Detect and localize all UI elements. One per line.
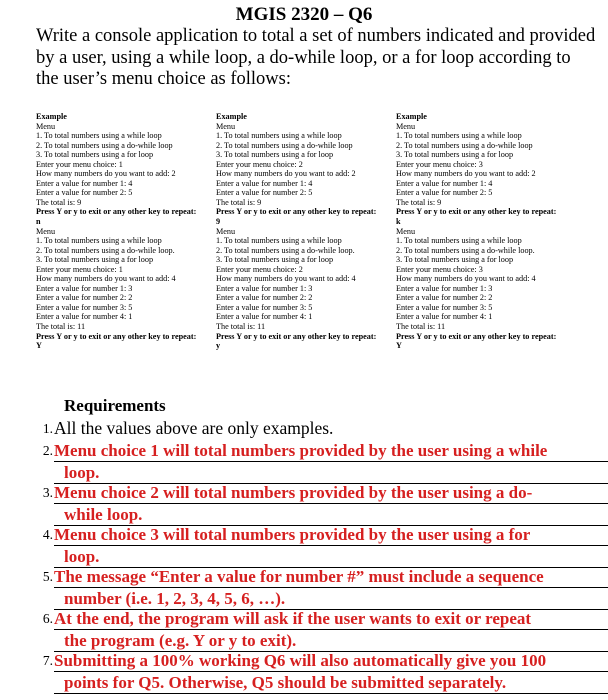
example-line: Enter a value for number 1: 4 — [396, 178, 493, 188]
example-line: 2. To total numbers using a do-while loop. — [216, 245, 355, 255]
example-line: Y — [396, 341, 402, 351]
example-line: 2. To total numbers using a do-while loop. — [396, 245, 535, 255]
example-line: Enter a value for number 2: 2 — [396, 293, 493, 303]
requirement-text-line-2: while loop. — [54, 504, 608, 526]
requirement-number: 7. — [42, 653, 53, 668]
example-line: Enter a value for number 2: 5 — [396, 188, 493, 198]
example-line: Y — [36, 341, 42, 351]
example-line: Enter a value for number 2: 2 — [216, 293, 313, 303]
requirement-text-line-2: loop. — [54, 546, 608, 568]
requirement-text-line-1: Submitting a 100% working Q6 will also automatically give you 100 — [54, 650, 608, 672]
example-line: The total is: 9 — [396, 197, 442, 207]
example-line: Enter a value for number 1: 4 — [216, 178, 313, 188]
example-line: How many numbers do you want to add: 2 — [36, 169, 176, 179]
example-line: 1. To total numbers using a while loop — [36, 131, 162, 141]
example-line: Example — [36, 112, 67, 121]
example-line: Enter a value for number 1: 4 — [36, 178, 133, 188]
example-line: 2. To total numbers using a do-while loop — [216, 140, 353, 150]
example-line: Enter a value for number 2: 5 — [36, 188, 133, 198]
example-line: Enter a value for number 4: 1 — [396, 312, 493, 322]
example-line: 3. To total numbers using a for loop — [396, 255, 514, 265]
requirement-item — [34, 418, 608, 439]
example-line: Enter a value for number 4: 1 — [216, 312, 313, 322]
example-line: 3. To total numbers using a for loop — [216, 255, 334, 265]
requirement-number: 5. — [42, 569, 53, 584]
requirement-number: 6. — [42, 611, 53, 626]
example-line: The total is: 11 — [36, 322, 86, 332]
requirement-text-line-1: At the end, the program will ask if the user wants to exit or repeat — [54, 608, 608, 630]
requirement-text-line-2: number (i.e. 1, 2, 3, 4, 5, 6, …). — [54, 588, 608, 610]
requirement-item — [34, 482, 608, 526]
example-line: 2. To total numbers using a do-while loop — [36, 140, 173, 150]
example-line: Press Y or y to exit or any other key to repeat: — [36, 207, 197, 217]
example-line: 2. To total numbers using a do-while loop — [396, 140, 533, 150]
example-column-1 — [36, 112, 218, 351]
examples-section — [36, 112, 606, 362]
requirement-text-line-2: points for Q5. Otherwise, Q5 should be submitted separately. — [54, 672, 608, 694]
example-line: Example — [216, 112, 247, 121]
example-line: Menu — [216, 121, 236, 131]
example-line: 1. To total numbers using a while loop — [36, 236, 162, 246]
example-line: k — [396, 217, 401, 227]
example-column-3 — [396, 112, 578, 351]
example-line: Enter your menu choice: 3 — [396, 159, 483, 169]
requirement-text-line-2: the program (e.g. Y or y to exit). — [54, 630, 608, 652]
requirement-number: 1. — [42, 421, 53, 436]
example-line: Enter a value for number 2: 5 — [216, 188, 313, 198]
example-line: Enter your menu choice: 1 — [36, 159, 123, 169]
example-line: 2. To total numbers using a do-while loop. — [36, 245, 175, 255]
example-line: Menu — [36, 121, 56, 131]
requirement-item — [34, 650, 608, 694]
example-line: 1. To total numbers using a while loop — [216, 236, 342, 246]
example-line: 9 — [216, 217, 221, 227]
example-line: n — [36, 217, 41, 227]
example-line: Enter your menu choice: 2 — [216, 159, 303, 169]
example-line: Menu — [216, 226, 236, 236]
example-line: Press Y or y to exit or any other key to repeat: — [396, 331, 557, 341]
example-line: Enter a value for number 1: 3 — [396, 283, 493, 293]
example-line: 3. To total numbers using a for loop — [36, 150, 154, 160]
requirement-item — [34, 524, 608, 568]
example-line: Press Y or y to exit or any other key to repeat: — [216, 207, 377, 217]
requirement-text-line-1: The message “Enter a value for number #” must include a sequence — [54, 566, 608, 588]
example-line: The total is: 9 — [36, 197, 82, 207]
example-line: Press Y or y to exit or any other key to repeat: — [36, 331, 197, 341]
requirement-text: All the values above are only examples. — [54, 418, 334, 438]
page-title: MGIS 2320 – Q6 — [235, 4, 373, 25]
example-line: 3. To total numbers using a for loop — [396, 150, 514, 160]
example-line: 3. To total numbers using a for loop — [36, 255, 154, 265]
requirement-number: 3. — [42, 485, 53, 500]
example-line: Example — [396, 112, 427, 121]
example-line: Enter your menu choice: 3 — [396, 264, 483, 274]
intro-paragraph: Write a console application to total a set of numbers indicated and provided by a user, using a while loop, a do-while loop, or a for loop according to the user’s menu choice as follows: — [36, 26, 596, 89]
example-line: Enter a value for number 3: 5 — [396, 302, 493, 312]
example-line: Enter a value for number 4: 1 — [36, 312, 133, 322]
example-line: Menu — [396, 121, 416, 131]
example-line: 3. To total numbers using a for loop — [216, 150, 334, 160]
requirement-text-line-1: Menu choice 1 will total numbers provided by the user using a while — [54, 440, 608, 462]
example-line: How many numbers do you want to add: 4 — [216, 274, 356, 284]
example-line: Enter a value for number 1: 3 — [36, 283, 133, 293]
example-line: 1. To total numbers using a while loop — [396, 131, 522, 141]
requirement-number: 4. — [42, 527, 53, 542]
example-line: 1. To total numbers using a while loop — [396, 236, 522, 246]
example-line: Enter your menu choice: 2 — [216, 264, 303, 274]
requirement-text-line-1: Menu choice 2 will total numbers provided by the user using a do- — [54, 482, 608, 504]
example-line: How many numbers do you want to add: 4 — [396, 274, 536, 284]
example-line: How many numbers do you want to add: 2 — [396, 169, 536, 179]
example-line: Menu — [396, 226, 416, 236]
example-line: Enter a value for number 3: 5 — [216, 302, 313, 312]
requirement-text-line-1: Menu choice 3 will total numbers provided by the user using a for — [54, 524, 608, 546]
requirement-item — [34, 566, 608, 610]
example-line: 1. To total numbers using a while loop — [216, 131, 342, 141]
example-line: The total is: 11 — [396, 322, 446, 332]
example-line: y — [216, 341, 221, 351]
example-line: Enter a value for number 2: 2 — [36, 293, 133, 303]
example-line: Enter a value for number 1: 3 — [216, 283, 313, 293]
requirement-text-line-2: loop. — [54, 462, 608, 484]
example-line: The total is: 11 — [216, 322, 266, 332]
example-line: Press Y or y to exit or any other key to repeat: — [216, 331, 377, 341]
example-line: How many numbers do you want to add: 4 — [36, 274, 176, 284]
requirements-heading: Requirements — [64, 396, 166, 415]
example-line: The total is: 9 — [216, 197, 262, 207]
requirement-item — [34, 608, 608, 652]
requirement-number: 2. — [42, 443, 53, 458]
example-line: Menu — [36, 226, 56, 236]
example-line: How many numbers do you want to add: 2 — [216, 169, 356, 179]
example-column-2 — [216, 112, 398, 351]
example-line: Enter a value for number 3: 5 — [36, 302, 133, 312]
example-line: Enter your menu choice: 1 — [36, 264, 123, 274]
requirement-item — [34, 440, 608, 484]
example-line: Press Y or y to exit or any other key to repeat: — [396, 207, 557, 217]
